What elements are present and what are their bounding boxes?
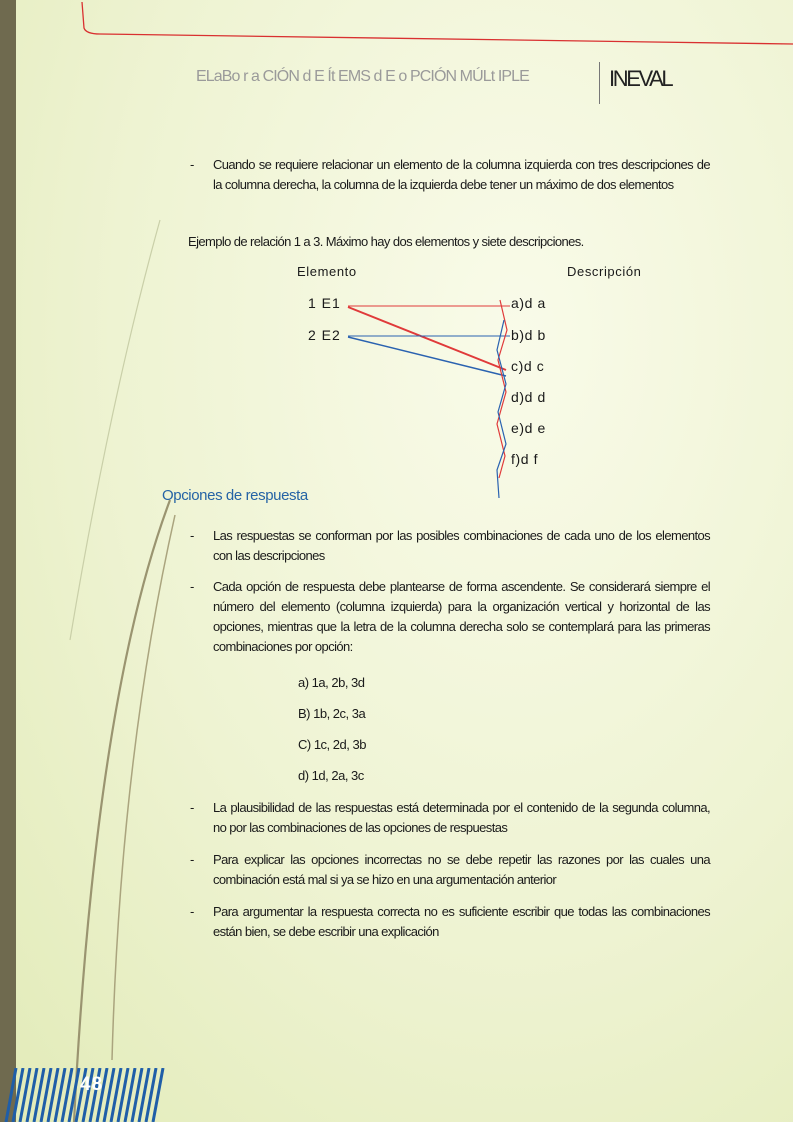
relation-line-e1-c <box>348 307 506 370</box>
column-header-descripcion: Descripción <box>567 264 642 279</box>
bullet-text: Las respuestas se conforman por las posibles combinaciones de cada uno de los elementos con las descripciones <box>213 528 710 563</box>
bullet-item <box>190 577 710 657</box>
bullet-dash: - <box>190 579 194 594</box>
description-item-d: d)d d <box>511 389 546 405</box>
option-item-d: d) 1d, 2a, 3c <box>298 768 364 783</box>
description-item-a: a)d a <box>511 295 546 311</box>
option-item-c: C) 1c, 2d, 3b <box>298 737 366 752</box>
example-caption: Ejemplo de relación 1 a 3. Máximo hay dos elementos y siete descripciones. <box>188 234 584 249</box>
bullet-item <box>190 798 710 838</box>
section-title: Opciones de respuesta <box>162 487 308 504</box>
bullet-dash: - <box>190 800 194 815</box>
bullet-dash: - <box>190 852 194 867</box>
bullet-item <box>190 850 710 890</box>
bullet-text: Cada opción de respuesta debe plantearse de forma ascendente. Se considerará siempre el número del elemento (columna izquierda) para la organización vertical y horizontal de las opciones, mientras que la letra de la columna derecha solo se contemplará para las primeras combinaciones por opción: <box>213 579 710 654</box>
bullet-item <box>190 902 710 942</box>
option-item-b: B) 1b, 2c, 3a <box>298 706 366 721</box>
bullet-dash: - <box>190 528 194 543</box>
description-item-e: e)d e <box>511 420 546 436</box>
page-number: 48 <box>80 1074 104 1095</box>
description-item-b: b)d b <box>511 327 546 343</box>
element-item-2: 2 E2 <box>308 327 341 343</box>
ineval-logo: INEVAL <box>609 66 672 91</box>
option-item-a: a) 1a, 2b, 3d <box>298 675 365 690</box>
bullet-text: Para argumentar la respuesta correcta no es suficiente escribir que todas las combinaciones están bien, se debe escribir una explicación <box>213 904 710 939</box>
header-title: ELaBo r a CIÓN d E Ít EMS d E o PCIÓN MÚLt IPLE <box>196 68 529 85</box>
element-item-1: 1 E1 <box>308 295 341 311</box>
description-item-f: f)d f <box>511 451 539 467</box>
column-header-elemento: Elemento <box>297 264 357 279</box>
bullet-item <box>190 526 710 566</box>
bullet-text: Cuando se requiere relacionar un elemento de la columna izquierda con tres descripciones de la columna derecha, la columna de la izquierda debe tener un máximo de dos elementos <box>213 157 710 192</box>
description-item-c: c)d c <box>511 358 545 374</box>
relation-line-e2-c <box>348 337 506 376</box>
bullet-dash: - <box>190 904 194 919</box>
bullet-text: Para explicar las opciones incorrectas no se debe repetir las razones por las cuales una combinación está mal si ya se hizo en una argumentación anterior <box>213 852 710 887</box>
bullet-dash: - <box>190 157 194 172</box>
bullet-text: La plausibilidad de las respuestas está determinada por el contenido de la segunda columna, no por las combinaciones de las opciones de respuestas <box>213 800 710 835</box>
